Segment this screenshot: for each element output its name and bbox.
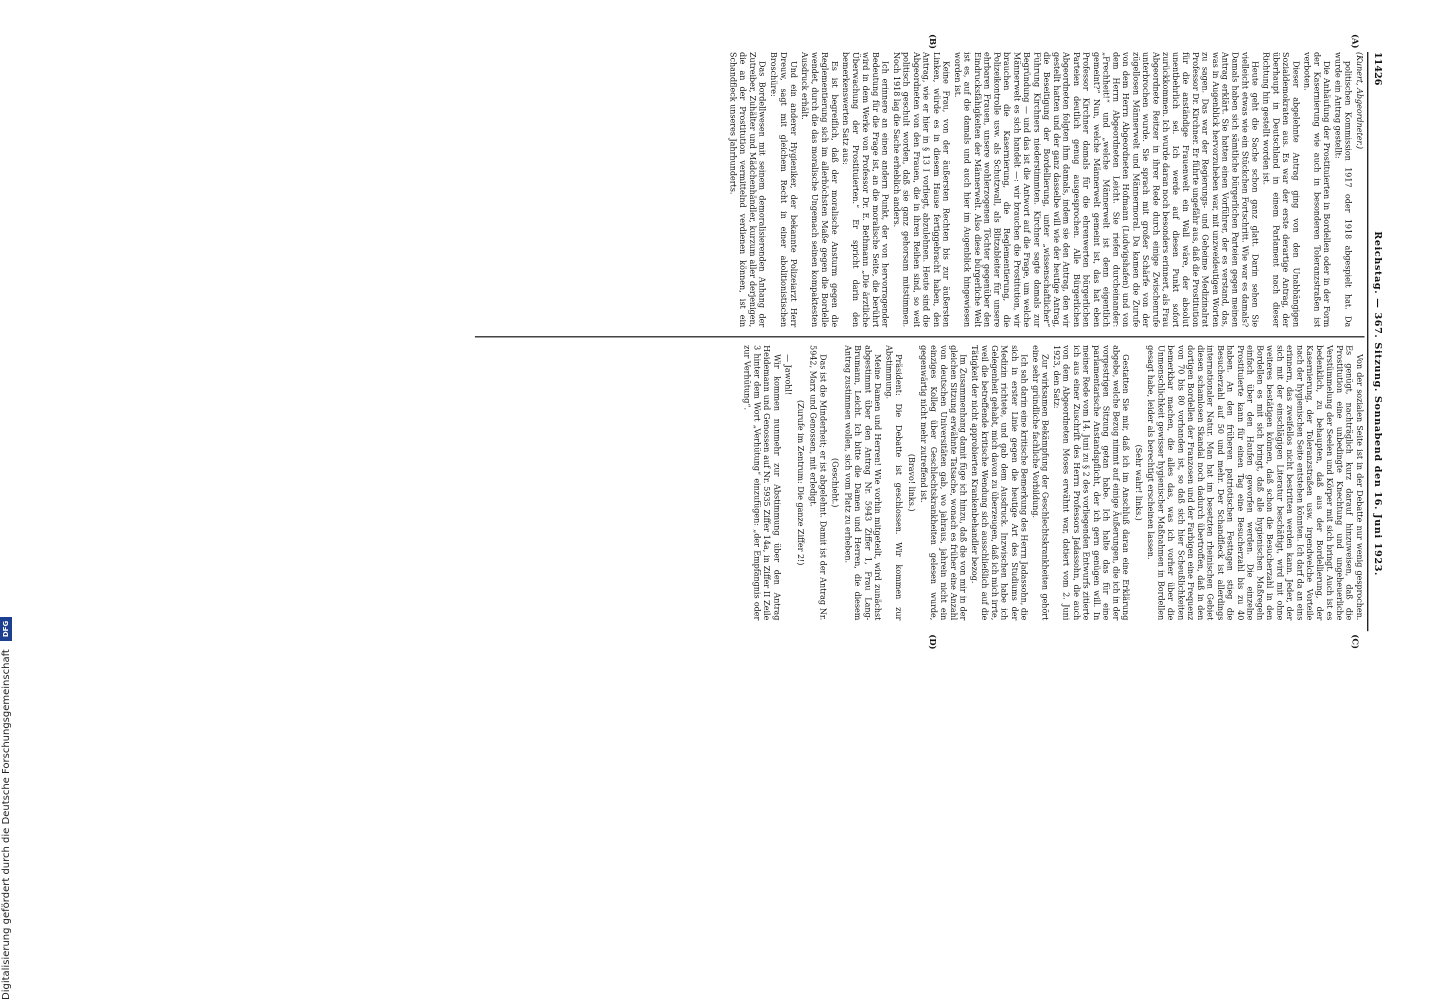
paragraph: Keine Frau, von der äußersten Rechten bis zur äußersten Linken, würde es in diesem Hause fertiggebracht haben, den Antrag, wie er hier in § 13 I vorliegt, abzulehnen. Heute sind die Abgeordneten von den Frauen, die in ihren Reihen sind, so weit politisch geschult worden, daß sie ganz gehorsam mitstimmen. Noch 1918 lag die Sache erheblich anders. xyxy=(892,52,952,328)
margin-marker-d: (D) xyxy=(927,634,937,650)
paragraph: Gestatten Sie mir, daß ich im Anschluß daran eine Erklärung abgebe, welche Bezug nimmt auf einige Äußerungen, die ich in der vorgestrigen Sitzung getan habe. Ich halte das für eine parlamentarische Anstandspflicht, der ich gern genügen will. In meiner Rede vom 14. Juni zu § 2 des vorliegenden Entwurfs zitierte ich aus einer Zuschrift des Herrn Professors Jadassohn, die auch von dem Abgeordneten Moses erwähnt war, datiert vom 2. Juni 1923, den Satz: xyxy=(1052,345,1132,621)
speaker-label: (Kunert, Abgeordneter.) xyxy=(1354,52,1365,150)
interjection: (Sehr wahr! links.) xyxy=(1134,444,1144,521)
page-title: Reichstag. — 367. Sitzung. Sonnabend den 16. Juni 1923. xyxy=(1372,231,1384,577)
interjection: (Bravo! links.) xyxy=(906,453,917,512)
paragraph: Ich erinnere an einen andern Punkt, der von hervorragender Bedeutung für die Frage ist, an die moralische Seite, die berührt wird in dem Werke von Professor Dr. E. Bethmann „Die ärztliche Überwachung der Prostituierten.“ Er spricht darin den bemerkenswerten Satz aus: xyxy=(841,52,891,328)
margin-marker-c: (C) xyxy=(1349,634,1360,649)
page-number: 11426 xyxy=(1372,52,1384,86)
paragraph: Ich sah darin eine kritische Bemerkung des Herrn Jadassohn, die sich in erster Linie gegen die heutige Art des Studiums der Medizin richtete, und gab dem Ausdruck. Inzwischen habe ich Gelegenheit gehabt, mich davon zu überzeugen, daß ich mich irrte, weil die betreffende kritische Wendung sich ausschließlich auf die Tätigkeit der nicht approbierten Krankenbehandler bezog. xyxy=(970,345,1030,621)
paragraph: Dieser abgelehnte Antrag ging von den Unabhängigen Sozialdemokraten aus. Es war der erste derartige Antrag, der überhaupt in Deutschland in einem Parlament nach dieser Richtung hin gestellt worden ist. xyxy=(1261,52,1302,328)
paragraph: Heute geht die Sache schon ganz glatt. Darin sehen Sie vielleicht etwas wie ein Stückchen Fortschritt. Wie war es damals? Damals haben sich sämtliche bürgerlichen Parteien gegen meinen Antrag erklärt. Sie hatten einen Vorführer, der es verstand, das, was in Augenblick hervorzuheben war, mit unzweideutigen Worten zu sagen. Das war der Regierungs- und Geheime Medizinalrat Professor Dr. Kirchner. Er führte ungefähr aus, daß die Prostitution für die anständige Frauenwelt ein Wall wäre, der absolut unentbehrlich sei. Ich werde auf diesen Punkt sofort zurückkommen. Ich wurde daran noch besonders erinnert, als Frau Abgeordnete Reitzer in ihrer Rede durch einige Zwischenrufe unterbrochen wurde. Sie sprach mit großer Schärfe von der zügellosen Männerwelt und Männermoral. Da kamen die Zurufe von dem Herrn Abgeordneten Hofmann (Ludwigshafen) und von dem Herrn Abgeordneten Leicht. Sie riefen durcheinander: „Frechheit!“ und „welche Männerwelt ist denn eigentlich gemeint?“ Nun, welche Männerwelt gemeint ist, das hat eben Professor Kirchner damals für die ehrenwerten bürgerlichen Parteien deutlich genug ausgesprochen. Alle Bürgerlichen Abgeordneten folgten ihm damals, indem sie den Antrag, den wir gestellt hatten und der ganz dasselbe will wie der heutige Antrag, die Beseitigung der Bordellierung, unter „wissenschaftlicher“ Führung Kirchners niederstimmten. Kirchner sagte damals zur Begründung — und das ist die Antwort auf die Frage, um welche Männerwelt es sich handelt —: wir brauchen die Prostitution, wir brauchen die Kasernierung, die Reglementierung, die Polizeikontrolle usw. als Schutzwall, als Blitzableiter für unsere ehrbaren Frauen, unsere wohlerzogenen Töchter gegenüber den Eindrucksfähigkeiten der Männerwelt. Also diese bürgerliche Welt ist es, auf die damals und auch hier im Augenblick hingewiesen worden ist. xyxy=(953,52,1261,328)
interjection: (Zurufe im Zentrum: Die ganze Ziffer 2!) xyxy=(796,400,806,566)
paragraph: — Jawohl! xyxy=(783,354,794,396)
paragraph: Und ein anderer Hygieniker, der bekannte Polizeiarzt Herr Dreuw, sagt mit gleichem Recht in einer abolitionistischen Broschüre: xyxy=(769,52,799,328)
digitization-credit xyxy=(0,0,14,1000)
interjection: (Geschieht.) xyxy=(831,458,841,508)
paragraph: Im Zusammenhang damit füge ich hinzu, daß die von mir in der gleichen Sitzung erwähnte Tatsache, wonach es früher eine Anzahl von deutschen Universitäten gab, wo jahraus, jahrein nicht ein einziges Kolleg über Geschlechtskrankheiten gelesen wurde, gegenwärtig nicht mehr zutreffend ist. xyxy=(919,345,969,621)
left-column xyxy=(481,52,1364,327)
paragraph: Das Bordellwesen mit seinem demoralisierenden Anhang der Zutreiber, Zuhälter und Mädchenhändler, kurzum aller derjenigen, die an der Prostitution vermittelnd verdienen können, ist ein Schandfleck unseres Jahrhunderts. xyxy=(728,52,768,328)
paragraph: Präsident: Die Debatte ist geschlossen. Wir kommen zur Abstimmung. xyxy=(884,345,905,621)
margin-marker-b: (B) xyxy=(927,34,937,49)
paragraph: Das ist die Minderheit; er ist abgelehnt. Damit ist der Antrag Nr. 5942, Marx und Genossen, mit erledigt. xyxy=(808,345,829,621)
page-content xyxy=(476,34,1385,650)
right-column xyxy=(481,345,1364,620)
paragraph: Von der sozialen Seite ist in der Debatte nur wenig gesprochen. Es genügt, nachträglich kurz darauf hinzuweisen, daß die Prostitution eine unbedingte Knechtung und ungeheuerliche Verstümmelung der Seelen und Körper mit sich bringt. Auch ist es bedenklich, zu behaupten, daß aus der Bordellierung, der Kasernierung, der Toleranzstraßen usw. irgendwelche Vorteile nach der hygienischen Seite entstehen könnten. Ich darf da an eins erinnern, das zweifellos nicht bestritten werden kann. Jeder, der sich mit der einschlägigen Literatur beschäftigt, wird mit ohne weiteres bestätigen können, daß schon die Besucherzahl in den Bordellen es mit sich bringt, daß alle hygienischen Maßregeln einfach über den Haufen geworfen werden. Die einzelne Prostituierte kann für einen Tag eine Besucherzahl bis zu 40 haben. An den früheren patriotischen Festtagen stieg die Besucherzahl auf 50 und mehr. Der Schandfleck ist allerdings internationaler Natur. Man hat im besetzten rheinischen Gebiet diesen schamlosen Skandal noch dadurch übertroffen, daß in den dortigen Bordellen der Franzosen und der Farbigen eine Frequenz von 70 bis 80 vorhanden ist, so daß sich hier Scheußlichkeiten bemerkbar machen, die alles das, was ich vorher über die Unmenschlichkeit gewisser hygienischer Maßnahmen in Bordellen gesagt habe, leider als berechtigt erscheinen lassen. xyxy=(1146,345,1365,621)
paragraph: politischen Kommission 1917 oder 1918 abgespielt hat. Da wurde ein Antrag gestellt: xyxy=(1333,52,1354,328)
paragraph: Zur wirksamen Bekämpfung der Geschlechtskrankheiten gehört eine sehr gründliche fachliche Vorbildung. xyxy=(1031,345,1051,621)
column-divider xyxy=(475,336,1365,337)
paragraph: Wir kommen nunmehr zur Abstimmung über den Antrag Heidemann und Genossen auf Nr. 5935 Ziffer 14a, in Ziffer II Zeile 3 hinter dem Wort „Verhütung“ einzufügen: „der Empfängnis oder zur Verhütung“. xyxy=(742,345,783,621)
credit-text: Digitalisierung gefördert durch die Deutsche Forschungsgemeinschaft xyxy=(1,649,12,1000)
page-header xyxy=(1367,52,1385,631)
dfg-logo: DFG xyxy=(0,617,12,641)
scanned-page-rotated xyxy=(463,34,1385,1006)
paragraph: Die Anhäufung der Prostituierten in Bordellen oder in der Form der Kasernierung wie auch in besonderen Toleranzstraßen ist verboten. xyxy=(1302,52,1333,328)
paragraph: Es ist begreiflich, daß der moralische Ansturm gegen die Reglementierung sich im allerhöchsten Maße gegen die Bordelle wendet, durch die das moralische Ungemach seinen kompaktesten Ausdruck erhält. xyxy=(800,52,840,328)
margin-marker-a: (A) xyxy=(1349,34,1360,49)
paragraph: Meine Damen und Herren! Wie vorhin mitgeteilt, wird zunächst abgestimmt über den Antrag Nr. 5943 Ziffer 1, Frau Lang-Brumann, Leicht. Ich bitte die Damen und Herren, die diesem Antrag zustimmen wollen, sich vom Platz zu erheben. xyxy=(843,345,883,621)
